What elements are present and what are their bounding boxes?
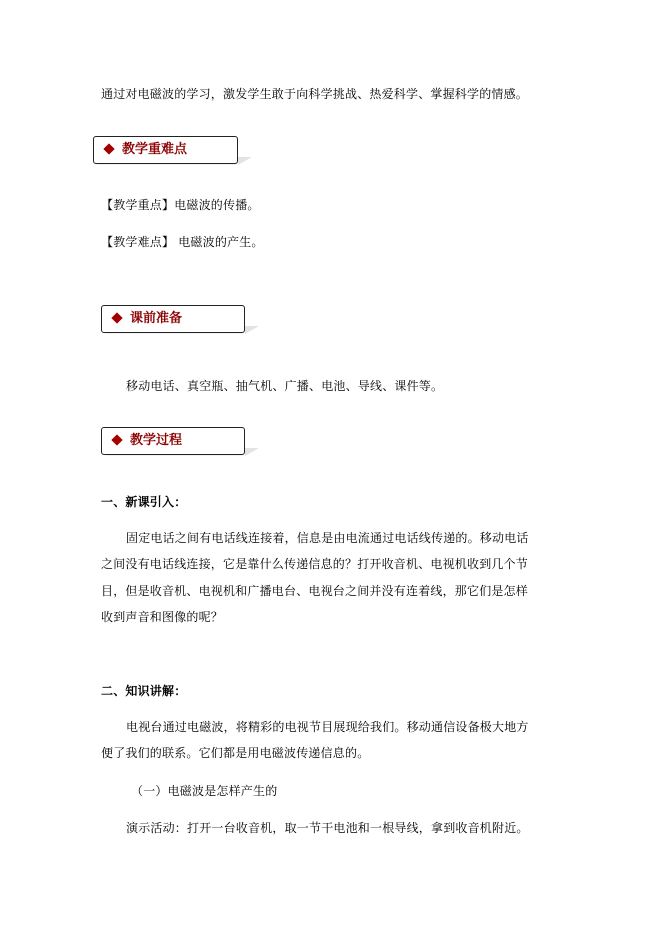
section-title: 课前准备 bbox=[130, 311, 183, 326]
part2-heading: 二、知识讲解： bbox=[101, 684, 187, 698]
part1-line: 收到声音和图像的呢？ bbox=[101, 610, 224, 624]
part2-demo: 演示活动：打开一台收音机，取一节干电池和一根导线，拿到收音机附近。 bbox=[126, 821, 529, 835]
part2-line: 电视台通过电磁波，将精彩的电视节目展现给我们。移动通信设备极大地方 bbox=[126, 720, 529, 734]
diamond-bullet-icon bbox=[103, 143, 114, 154]
intro-paragraph: 通过对电磁波的学习，激发学生敢于向科学挑战、热爱科学、掌握科学的情感。 bbox=[101, 87, 529, 101]
part1-line: 之间没有电话线连接，它是靠什么传递信息的？打开收音机、电视机收到几个节 bbox=[101, 557, 529, 571]
part1-line: 固定电话之间有电话线连接着，信息是由电流通过电话线传递的。移动电话 bbox=[126, 531, 529, 545]
section-title: 教学重难点 bbox=[122, 142, 188, 157]
part2-line: 便了我们的联系。它们都是用电磁波传递信息的。 bbox=[101, 746, 370, 760]
part1-line: 目，但是收音机、电视机和广播电台、电视台之间并没有连着线，那它们是怎样 bbox=[101, 584, 529, 598]
part1-heading: 一、新课引入： bbox=[101, 495, 187, 509]
teaching-difficulty: 【教学难点】 电磁波的产生。 bbox=[101, 235, 264, 249]
section-title: 教学过程 bbox=[130, 433, 183, 448]
preparation-materials: 移动电话、真空瓶、抽气机、广播、电池、导线、课件等。 bbox=[126, 379, 444, 393]
teaching-focus: 【教学重点】电磁波的传播。 bbox=[101, 198, 260, 212]
part2-subheading: （一）电磁波是怎样产生的 bbox=[131, 784, 278, 798]
diamond-bullet-icon bbox=[111, 312, 122, 323]
diamond-bullet-icon bbox=[111, 434, 122, 445]
